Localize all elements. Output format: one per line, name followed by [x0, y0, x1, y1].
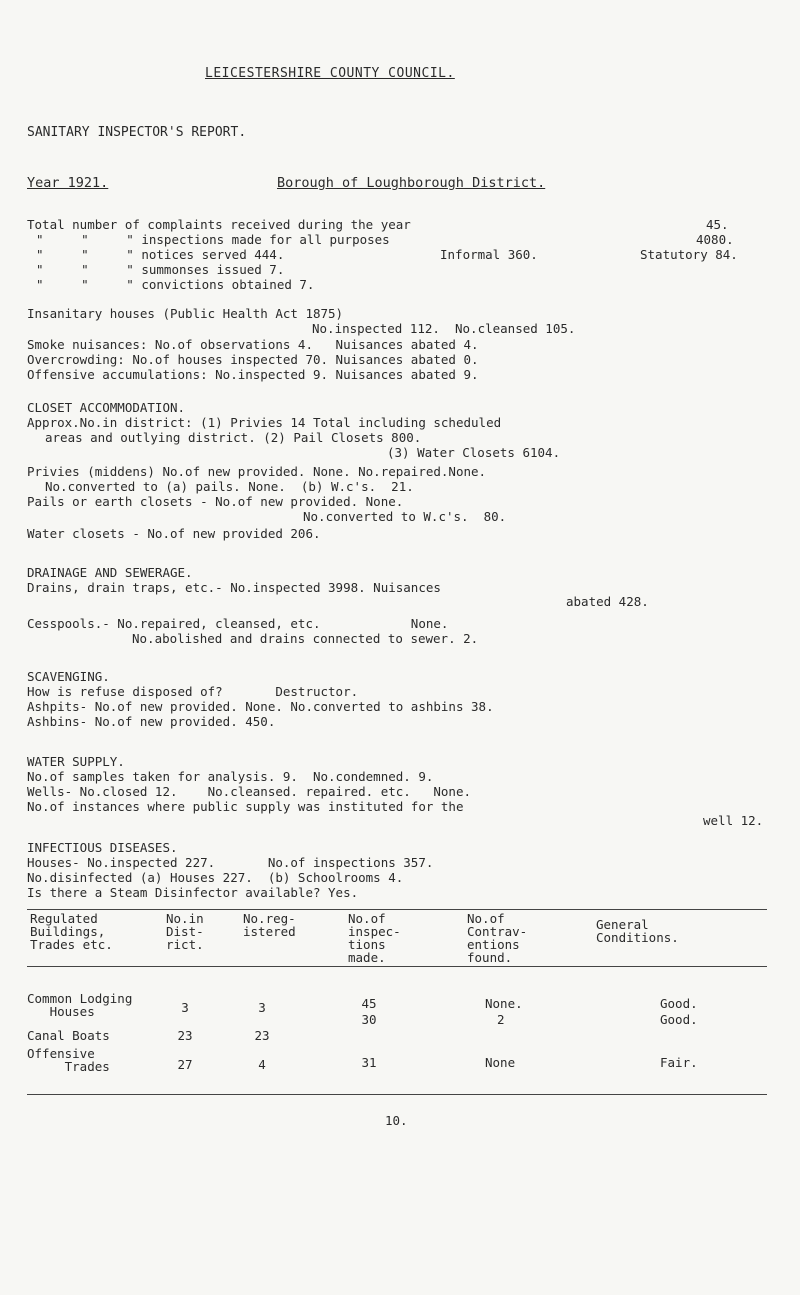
complaints-row-2-value: 4080.	[696, 232, 734, 247]
complaints-row-1-value: 45.	[706, 217, 729, 232]
closet-line-6: Pails or earth closets - No.of new provided. None.	[27, 494, 404, 509]
complaints-row-4: " " " summonses issued 7.	[36, 262, 285, 277]
closet-line-7: No.converted to W.c's. 80.	[303, 509, 507, 524]
infectious-line-2: No.disinfected (a) Houses 227. (b) Schoolrooms 4.	[27, 870, 404, 885]
complaints-row-5: " " " convictions obtained 7.	[36, 277, 315, 292]
complaints-row-1: Total number of complaints received during the year	[27, 217, 411, 232]
overcrowding: Overcrowding: No.of houses inspected 70. Nuisances abated 0.	[27, 352, 479, 367]
infectious-line-3: Is there a Steam Disinfector available? Yes.	[27, 885, 359, 900]
table-header-rule	[27, 966, 767, 967]
table-bottom-rule	[27, 1094, 767, 1095]
scavenging-line-1: How is refuse disposed of? Destructor.	[27, 684, 359, 699]
table-row-1-dist: 3	[181, 1000, 189, 1015]
table-header-registered: No.reg- istered	[243, 911, 296, 939]
infectious-title: INFECTIOUS DISEASES.	[27, 840, 178, 855]
report-year: Year 1921.	[27, 175, 109, 191]
table-row-1-insp: 45	[361, 996, 377, 1011]
closet-line-3: (3) Water Closets 6104.	[387, 445, 561, 460]
table-header-conditions: General Conditions.	[596, 917, 679, 945]
water-line-2: Wells- No.closed 12. No.cleansed. repaired. etc. None.	[27, 784, 472, 799]
complaints-row-3: " " " notices served 444.	[36, 247, 285, 262]
council-title: LEICESTERSHIRE COUNTY COUNCIL.	[205, 66, 455, 81]
table-row-2-cond: Good.	[660, 1012, 698, 1027]
drainage-line-2: abated 428.	[566, 594, 649, 609]
water-line-1: No.of samples taken for analysis. 9. No.condemned. 9.	[27, 769, 434, 784]
district-name: Borough of Loughborough District.	[277, 175, 546, 191]
offensive-accumulations: Offensive accumulations: No.inspected 9. Nuisances abated 9.	[27, 367, 479, 382]
table-row-3-cond: Fair.	[660, 1055, 698, 1070]
scavenging-line-3: Ashbins- No.of new provided. 450.	[27, 714, 276, 729]
cesspools-line-2: No.abolished and drains connected to sewer. 2.	[132, 631, 479, 646]
drainage-line-1: Drains, drain traps, etc.- No.inspected 3998. Nuisances	[27, 580, 441, 595]
table-row-1-cond: Good.	[660, 996, 698, 1011]
complaints-row-2: " " " inspections made for all purposes	[36, 232, 390, 247]
table-row-3-reg: 4	[258, 1057, 266, 1072]
scavenging-title: SCAVENGING.	[27, 669, 110, 684]
insanitary-line-1: Insanitary houses (Public Health Act 1875)	[27, 306, 344, 321]
water-title: WATER SUPPLY.	[27, 754, 125, 769]
table-row-2-insp: 30	[361, 1012, 377, 1027]
report-title: SANITARY INSPECTOR'S REPORT.	[27, 125, 247, 140]
table-header-inspections: No.of inspec- tions made.	[348, 911, 401, 965]
table-top-rule	[27, 909, 767, 910]
closet-line-4: Privies (middens) No.of new provided. None. No.repaired.None.	[27, 464, 487, 479]
scavenging-line-2: Ashpits- No.of new provided. None. No.converted to ashbins 38.	[27, 699, 494, 714]
table-row-1-contra: None.	[485, 996, 523, 1011]
table-row-3-name: Offensive Trades	[27, 1046, 110, 1074]
table-row-2-reg: 23	[254, 1028, 270, 1043]
table-header-in-district: No.in Dist- rict.	[166, 911, 204, 952]
complaints-row-3-statutory: Statutory 84.	[640, 247, 738, 262]
complaints-row-3-informal: Informal 360.	[440, 247, 538, 262]
table-row-1-name: Common Lodging Houses	[27, 991, 133, 1019]
table-row-2-contra: 2	[497, 1012, 505, 1027]
table-row-3-insp: 31	[361, 1055, 377, 1070]
closet-line-5: No.converted to (a) pails. None. (b) W.c's. 21.	[45, 479, 414, 494]
smoke-nuisances: Smoke nuisances: No.of observations 4. Nuisances abated 4.	[27, 337, 479, 352]
closet-title: CLOSET ACCOMMODATION.	[27, 400, 186, 415]
closet-line-8: Water closets - No.of new provided 206.	[27, 526, 321, 541]
table-row-2-dist: 23	[177, 1028, 193, 1043]
water-line-3: No.of instances where public supply was instituted for the	[27, 799, 464, 814]
table-row-3-contra: None	[485, 1055, 516, 1070]
cesspools-line-1: Cesspools.- No.repaired, cleansed, etc. None.	[27, 616, 449, 631]
infectious-line-1: Houses- No.inspected 227. No.of inspections 357.	[27, 855, 434, 870]
closet-line-1: Approx.No.in district: (1) Privies 14 Total including scheduled	[27, 415, 502, 430]
insanitary-line-2: No.inspected 112. No.cleansed 105.	[312, 321, 576, 336]
table-row-2-name: Canal Boats	[27, 1028, 110, 1043]
drainage-title: DRAINAGE AND SEWERAGE.	[27, 565, 193, 580]
table-header-buildings: Regulated Buildings, Trades etc.	[30, 911, 113, 952]
page-number: 10.	[385, 1113, 408, 1128]
table-row-3-dist: 27	[177, 1057, 193, 1072]
table-row-1-reg: 3	[258, 1000, 266, 1015]
table-header-contraventions: No.of Contrav- entions found.	[467, 911, 528, 965]
closet-line-2: areas and outlying district. (2) Pail Closets 800.	[45, 430, 422, 445]
water-line-4: well 12.	[703, 813, 764, 828]
